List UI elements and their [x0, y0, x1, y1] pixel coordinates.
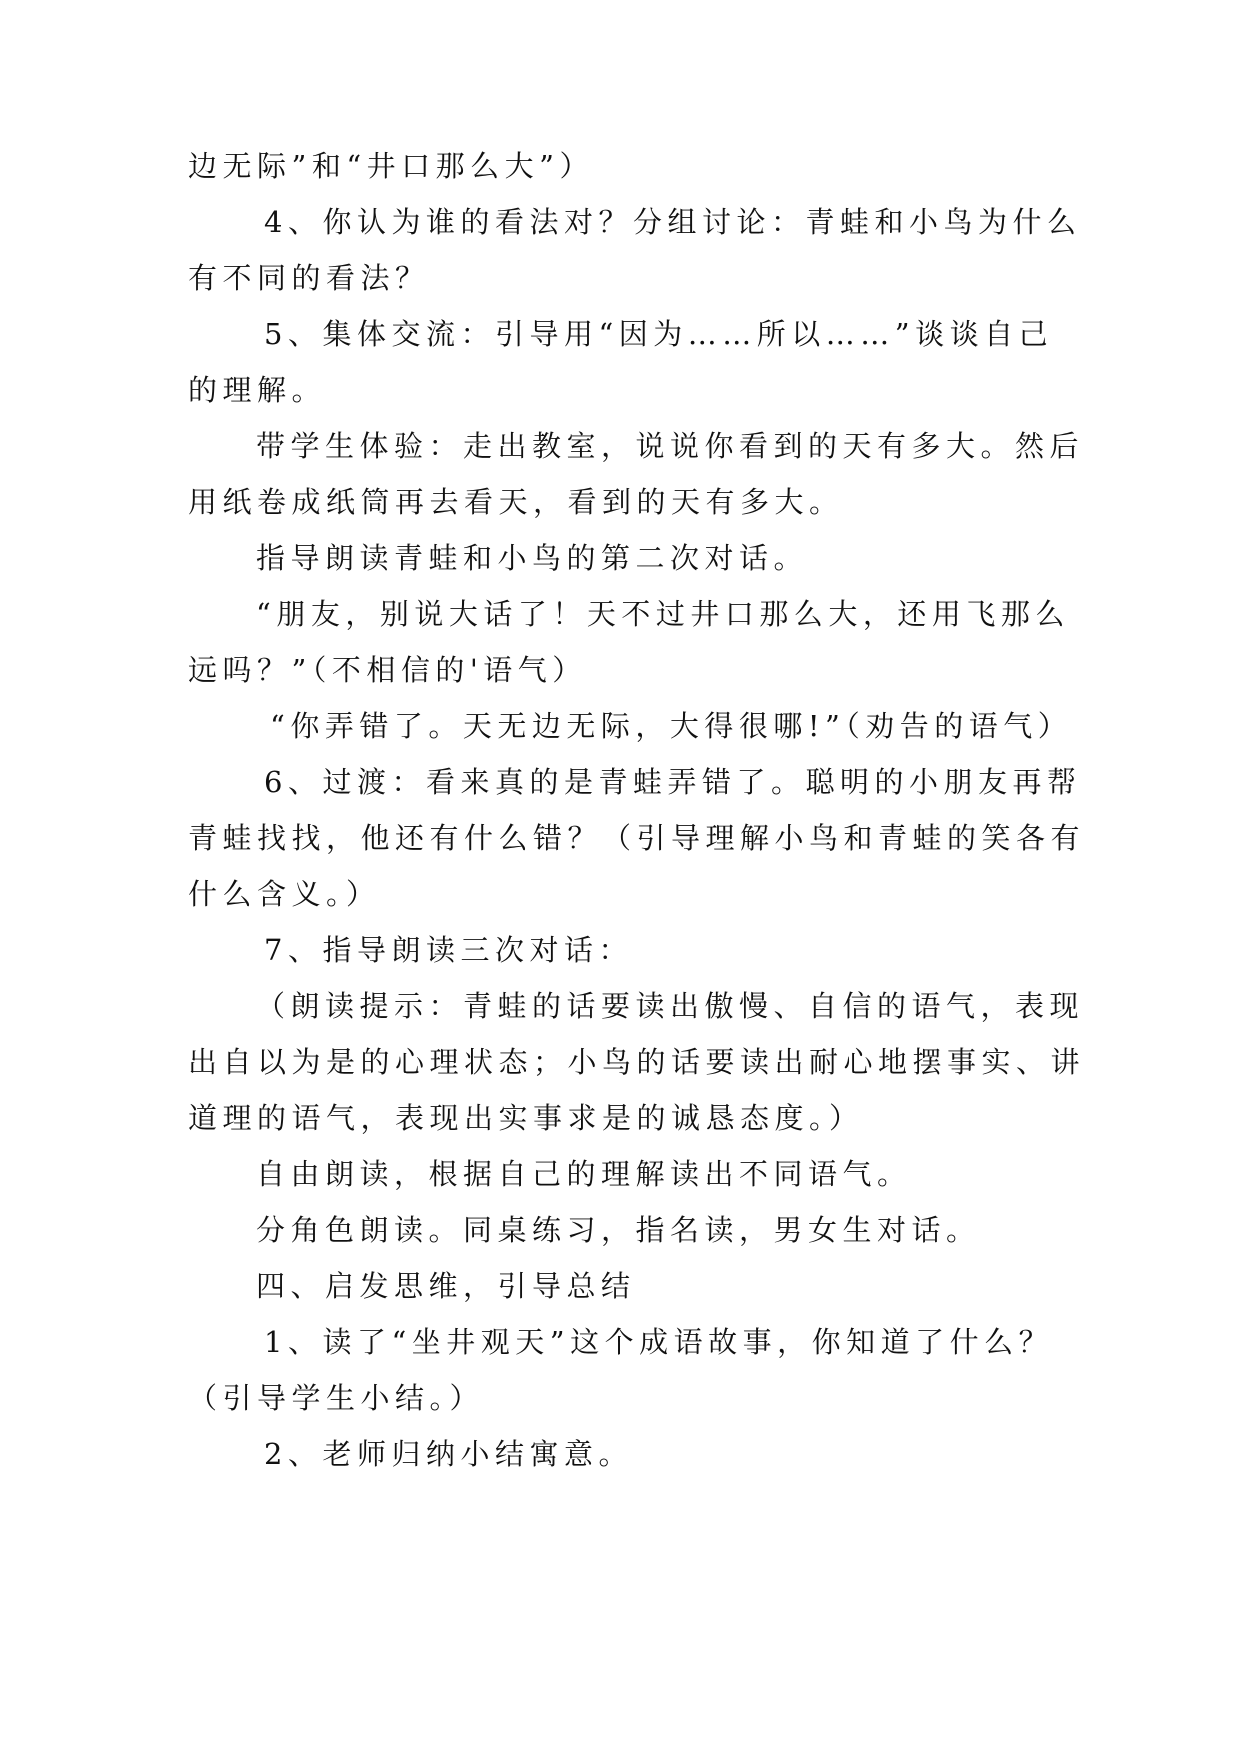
text-line: 自由朗读，根据自己的理解读出不同语气。: [256, 1157, 912, 1191]
text-line: （引导学生小结。）: [188, 1381, 485, 1415]
text-line: （朗读提示：青蛙的话要读出傲慢、自信的语气，表现: [256, 989, 1085, 1023]
text-line: 分角色朗读。同桌练习，指名读，男女生对话。: [256, 1213, 981, 1247]
text-line: 的理解。: [188, 373, 327, 407]
text-line: “朋友，别说大话了！天不过井口那么大，还用飞那么: [256, 597, 1070, 631]
text-line: 远吗？”（不相信的'语气）: [188, 653, 587, 687]
text-line: 道理的语气，表现出实事求是的诚恳态度。）: [188, 1101, 864, 1135]
text-line: 4、你认为谁的看法对？分组讨论：青蛙和小鸟为什么: [264, 205, 1082, 239]
text-line: 指导朗读青蛙和小鸟的第二次对话。: [256, 541, 809, 575]
text-line: 2、老师归纳小结寓意。: [264, 1437, 633, 1471]
section-heading: 四、启发思维，引导总结: [256, 1269, 636, 1303]
text-line: 用纸卷成纸筒再去看天，看到的天有多大。: [188, 485, 844, 519]
text-line: 出自以为是的心理状态；小鸟的话要读出耐心地摆事实、讲: [188, 1045, 1086, 1079]
text-line: 青蛙找找，他还有什么错？（引导理解小鸟和青蛙的笑各有: [188, 821, 1086, 855]
text-line: 7、指导朗读三次对话：: [264, 933, 633, 967]
text-line: 什么含义。）: [188, 877, 381, 911]
text-line: 有不同的看法？: [188, 261, 430, 295]
text-line: “你弄错了。天无边无际，大得很哪!”（劝告的语气）: [270, 709, 1073, 743]
text-line: 1、读了“坐井观天”这个成语故事，你知道了什么？: [264, 1325, 1054, 1359]
text-line: 带学生体验：走出教室，说说你看到的天有多大。然后: [256, 429, 1085, 463]
text-line: 5、集体交流：引导用“因为……所以……”谈谈自己: [264, 317, 1054, 351]
text-line: 6、过渡：看来真的是青蛙弄错了。聪明的小朋友再帮: [264, 765, 1082, 799]
text-line: 边无际”和“井口那么大”）: [188, 149, 594, 183]
